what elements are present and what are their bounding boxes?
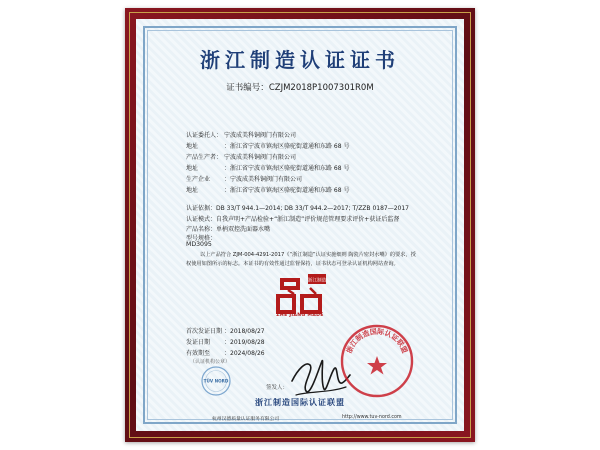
mark-badge-text: 浙江制造 [307,278,326,284]
tuv-logo-text: TÜV NORD [203,378,229,384]
field-applicant [186,130,296,139]
field-label: 认证依据： [186,205,217,212]
field-factory [186,174,302,183]
certificate-title: 浙江制造认证证书 [200,48,400,72]
issuing-organization: 浙江制造国际认证联盟 [255,398,345,407]
field-certification-mode [186,214,399,223]
svg-text:浙江制造国际认证联盟 [344,327,409,355]
date-expiry [186,348,265,357]
field-label: 地址 [186,165,199,172]
certification-statement: 以上产品符合 ZJM-004-4291-2017《“浙江制造”认证实施细则 陶瓷片密封水嘴》的要求，授权使用如图所示的标志。本证书的有效性通过监督保持，证书状态可登录认证机构网站查询。 [186,252,416,267]
date-label: 有效期至 [186,350,211,357]
field-label: 生产企业 [186,176,211,183]
field-applicant-address [186,141,349,150]
date-label: 发证日期 [186,339,211,346]
seal-text: 浙江制造国际认证联盟 [345,327,409,355]
field-label: 认证模式： [186,216,217,223]
authority-seal-note: （认证机构公章） [190,359,231,365]
field-value: ：浙江省宁波市镇海区骆驼街道通和东路 68 号 [224,143,350,150]
date-value: ：2019/08/28 [224,339,265,346]
field-label: 产品名称： [186,226,217,233]
field-value: 自我声明+产品检验+“浙江制造”评价规范管理要求评价+获证后监督 [216,216,400,223]
date-label: 首次发证日期 [186,328,223,335]
field-manufacturer-address [186,163,349,172]
field-factory-address [186,185,349,194]
official-seal [338,322,416,400]
mark-caption: ZHE JIANG MADE [276,313,324,318]
footer-issuer: 杭州汉德质量认证服务有限公司 [212,417,280,422]
field-label: 地址 [186,187,199,194]
date-value: ：2024/08/26 [224,350,265,357]
field-label: 地址 [186,143,199,150]
field-value: 单柄双控洗面器水嘴 [216,226,271,233]
field-value: ：宁波成美科铜阀门有限公司 [224,176,303,183]
field-label: 产品生产者： [186,154,223,161]
certificate-number [136,81,464,93]
tuv-nord-logo [200,365,232,397]
date-value: ：2018/08/27 [224,328,265,335]
field-label: 认证委托人： [186,132,223,139]
field-value: DB 33/T 944.1—2014; DB 33/T 944.2—2017; T/ZZB 0187—2017 [216,205,409,212]
field-manufacturer [186,152,296,161]
field-standards [186,203,409,212]
footer-url: http://www.tuv-nord.com [342,415,402,420]
field-value: 宁波成美科铜阀门有限公司 [224,154,297,161]
field-model-value: MD3095 [186,241,212,248]
field-label: 型号规格： [186,235,217,242]
field-product-name [186,224,270,233]
date-issue [186,337,265,346]
field-value: 宁波成美科铜阀门有限公司 [224,132,297,139]
signatory-label: 签发人： [266,385,289,391]
field-value: ：浙江省宁波市镇海区骆驼街道通和东路 68 号 [224,165,350,172]
certificate-number-value: CZJM2018P1007301R0M [268,83,374,93]
date-first-issue [186,326,265,335]
certificate-number-label: 证书编号： [226,83,269,93]
field-value: ：浙江省宁波市镇海区骆驼街道通和东路 68 号 [224,187,350,194]
certificate-paper [136,19,464,431]
